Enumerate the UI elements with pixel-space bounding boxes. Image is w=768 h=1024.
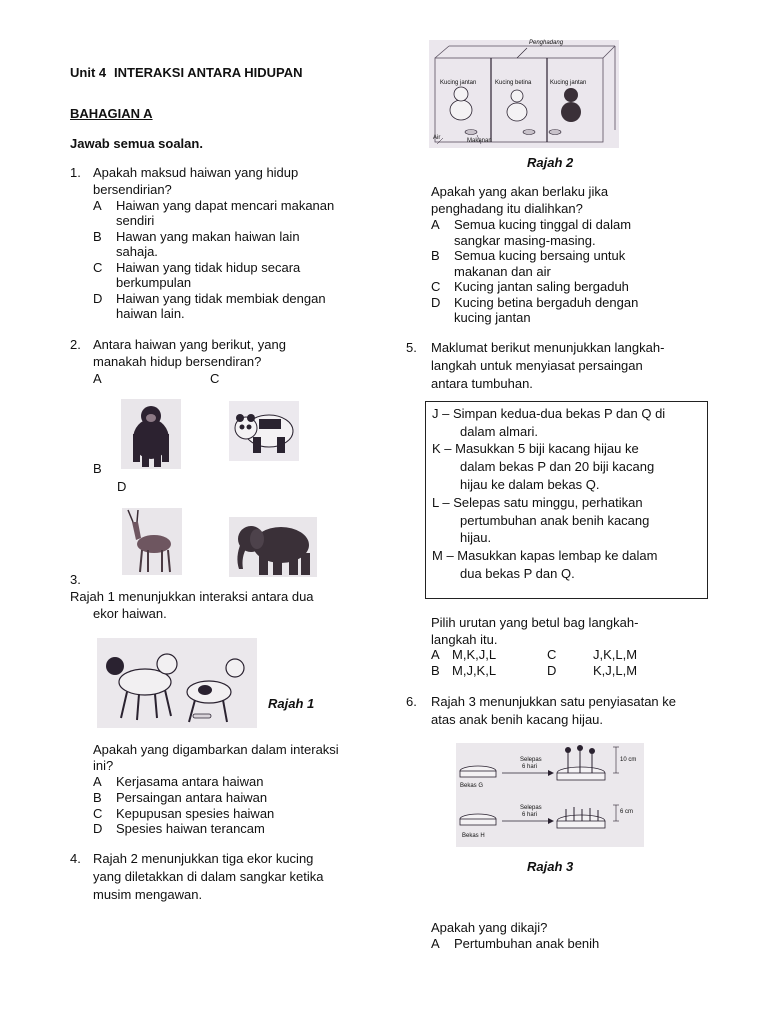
option-letter: B [93, 461, 102, 476]
unit-number: Unit 4 [70, 65, 107, 80]
option-letter: B [431, 248, 440, 263]
water-label: Air [433, 135, 441, 141]
option-text: berkumpulan [116, 275, 192, 290]
option-letter: C [547, 647, 557, 662]
option-letter: A [93, 371, 102, 386]
question-number: 6. [406, 694, 417, 709]
question-number: 3. [70, 572, 81, 587]
dogs-fighting-image [97, 638, 257, 728]
step-line: J – Simpan kedua-dua bekas P dan Q di [432, 406, 666, 421]
option-text: K,J,L,M [593, 663, 638, 678]
option-text: Spesies haiwan terancam [116, 821, 265, 836]
question-number: 1. [70, 165, 81, 180]
option-letter: A [431, 936, 440, 951]
question-text-line: Apakah yang digambarkan dalam interaksi [93, 742, 339, 757]
panda-image [229, 401, 299, 461]
question-stem-line: manakah hidup bersendiran? [93, 354, 262, 369]
option-text: Kucing betina bergaduh dengan [454, 295, 639, 310]
after-label: Selepas [520, 757, 542, 763]
option-text: Pertumbuhan anak benih [454, 936, 600, 951]
question-stem-line: musim mengawan. [93, 887, 203, 902]
step-line: hijau ke dalam bekas Q. [460, 477, 600, 492]
option-letter: A [93, 198, 102, 213]
chimpanzee-image [121, 399, 181, 469]
question-number: 2. [70, 337, 81, 352]
question-number: 5. [406, 340, 417, 355]
option-letter: C [210, 371, 220, 386]
cat-label: Kucing jantan [550, 80, 587, 86]
option-letter: A [431, 647, 440, 662]
option-text: Semua kucing tinggal di dalam [454, 217, 632, 232]
figure-label: Rajah 3 [527, 859, 574, 874]
cat-label: Kucing betina [495, 80, 532, 86]
question-stem-line: Apakah maksud haiwan yang hidup [93, 165, 299, 180]
divider-label: Penghadang [529, 40, 564, 46]
option-text: Kepupusan spesies haiwan [116, 806, 275, 821]
question-stem-line: langkah untuk menyiasat persaingan [431, 358, 643, 373]
option-text: Haiwan yang tidak hidup secara [116, 260, 301, 275]
cat-cages-figure [429, 40, 619, 148]
option-text: sangkar masing-masing. [454, 233, 596, 248]
option-text: Persaingan antara haiwan [116, 790, 268, 805]
step-line: M – Masukkan kapas lembap ke dalam [432, 548, 658, 563]
question-number: 4. [70, 851, 81, 866]
option-text: sahaja. [116, 244, 158, 259]
question-stem-line: antara tumbuhan. [431, 376, 533, 391]
step-line: dua bekas P dan Q. [460, 566, 575, 581]
question-text-line: langkah itu. [431, 632, 498, 647]
option-text: sendiri [116, 213, 155, 228]
option-letter: B [431, 663, 440, 678]
option-text: kucing jantan [454, 310, 531, 325]
step-line: K – Masukkan 5 biji kacang hijau ke [432, 441, 639, 456]
option-text: Kucing jantan saling bergaduh [454, 279, 629, 294]
step-line: hijau. [460, 530, 492, 545]
step-line: L – Selepas satu minggu, perhatikan [432, 495, 643, 510]
cat-label: Kucing jantan [440, 80, 477, 86]
step-line: dalam almari. [460, 424, 539, 439]
option-letter: C [93, 260, 103, 275]
option-letter: D [431, 295, 441, 310]
container-label: Bekas H [462, 833, 485, 839]
question-text-line: Apakah yang dikaji? [431, 920, 548, 935]
option-letter: C [431, 279, 441, 294]
days-label: 6 hari [522, 812, 538, 818]
step-line: dalam bekas P dan 20 biji kacang [460, 459, 655, 474]
option-letter: A [93, 774, 102, 789]
instruction-text: Jawab semua soalan. [70, 136, 203, 151]
question-text-line: Apakah yang akan berlaku jika [431, 184, 609, 199]
height-label: 6 cm [620, 809, 634, 815]
option-letter: C [93, 806, 103, 821]
option-text: Hawan yang makan haiwan lain [116, 229, 300, 244]
question-text-line: Pilih urutan yang betul bag langkah- [431, 615, 639, 630]
antelope-image [122, 508, 182, 575]
option-text: M,J,K,L [452, 663, 497, 678]
figure-label: Rajah 1 [268, 696, 315, 711]
question-stem-line: Maklumat berikut menunjukkan langkah- [431, 340, 665, 355]
height-label: 10 cm [620, 757, 637, 763]
question-text-line: penghadang itu dialihkan? [431, 201, 583, 216]
question-stem-line: ekor haiwan. [93, 606, 167, 621]
option-letter: D [93, 291, 103, 306]
question-stem-line: Rajah 3 menunjukkan satu penyiasatan ke [431, 694, 676, 709]
option-letter: A [431, 217, 440, 232]
option-text: Semua kucing bersaing untuk [454, 248, 626, 263]
option-text: haiwan lain. [116, 306, 185, 321]
option-text: makanan dan air [454, 264, 551, 279]
food-label: Makanan [467, 138, 492, 144]
seedlings-figure [456, 743, 644, 847]
option-text: Haiwan yang dapat mencari makanan [116, 198, 335, 213]
option-text: Kerjasama antara haiwan [116, 774, 264, 789]
unit-title: INTERAKSI ANTARA HIDUPAN [114, 65, 303, 80]
after-label: Selepas [520, 805, 542, 811]
question-stem-line: Antara haiwan yang berikut, yang [93, 337, 286, 352]
section-heading: BAHAGIAN A [70, 106, 153, 121]
option-text: J,K,L,M [593, 647, 638, 662]
question-stem-line: bersendirian? [93, 182, 172, 197]
option-letter: D [93, 821, 103, 836]
question-stem-line: atas anak benih kacang hijau. [431, 712, 604, 727]
days-label: 6 hari [522, 764, 538, 770]
question-stem-line: yang diletakkan di dalam sangkar ketika [93, 869, 324, 884]
step-line: pertumbuhan anak benih kacang [460, 513, 650, 528]
option-text: M,K,J,L [452, 647, 497, 662]
option-letter: B [93, 229, 102, 244]
container-label: Bekas G [460, 783, 484, 789]
elephant-image [229, 517, 317, 577]
question-stem-line: Rajah 2 menunjukkan tiga ekor kucing [93, 851, 314, 866]
option-letter: D [547, 663, 557, 678]
question-stem-line: Rajah 1 menunjukkan interaksi antara dua [70, 589, 314, 604]
question-text-line: ini? [93, 758, 114, 773]
figure-label: Rajah 2 [527, 155, 574, 170]
option-letter: D [117, 479, 127, 494]
option-letter: B [93, 790, 102, 805]
option-text: Haiwan yang tidak membiak dengan [116, 291, 326, 306]
